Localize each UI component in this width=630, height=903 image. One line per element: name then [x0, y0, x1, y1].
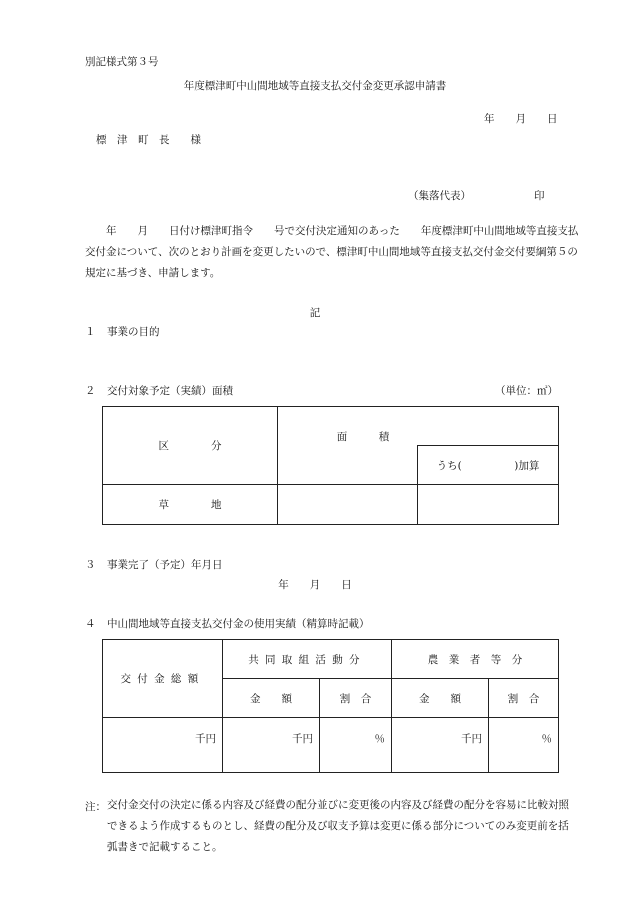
usage-table-joint-amount-value: 千円 [223, 718, 320, 773]
usage-table-joint-amount-header: 金 額 [223, 679, 320, 718]
seal-mark: 印 [534, 190, 545, 202]
ki-heading: 記 [309, 307, 321, 319]
form-number: 別記様式第３号 [85, 56, 159, 68]
section-3-label: 事業完了（予定）年月日 [107, 559, 223, 571]
request-body-text: 年 月 日付け標津町指令 号で交付決定通知のあった 年度標津町中山間地域等直接支払交付金について、次のとおり計画を変更したいので、標津町中山間地域等直接支払交付金交付要綱第５の規定に基づき、申請します。 [85, 225, 579, 279]
section-2-label: 交付対象予定（実績）面積 [107, 385, 233, 397]
section-4-label: 中山間地域等直接支払交付金の使用実績（精算時記載） [107, 618, 370, 630]
usage-table-total-value: 千円 [103, 718, 223, 773]
usage-table-total-header: 交付金総額 [103, 640, 223, 718]
area-table [102, 406, 559, 525]
addressee: 標 津 町 長 様 [96, 134, 201, 146]
area-table-area-header: 面 積 [278, 407, 559, 446]
area-table-area-cell [278, 446, 418, 485]
area-table-division-header: 区 分 [103, 407, 278, 485]
usage-table-farmer-amount-value: 千円 [392, 718, 489, 773]
section-4-number: ４ [85, 618, 96, 630]
usage-table-farmer-ratio-header: 割 合 [489, 679, 559, 718]
usage-table-farmer-header: 農 業 者 等 分 [392, 640, 559, 679]
usage-table-farmer-amount-header: 金 額 [392, 679, 489, 718]
note-text: 交付金交付の決定に係る内容及び経費の配分並びに変更後の内容及び経費の配分を容易に比較対照できるよう作成するものとし、経費の配分及び収支予算は変更に係る部分についてのみ変更前を括弧書きで記載すること。 [107, 799, 569, 853]
section-1-label: 事業の目的 [107, 326, 160, 338]
area-table-row-label: 草 地 [103, 485, 278, 525]
usage-table-joint-ratio-header: 割 合 [320, 679, 392, 718]
section-3-number: ３ [85, 559, 96, 571]
area-table-of-which-value [418, 485, 559, 525]
date-line: 年 月 日 [484, 113, 558, 125]
section-2-number: ２ [85, 385, 96, 397]
representative-label: （集落代表） [408, 190, 471, 202]
section-1-number: １ [85, 326, 96, 338]
completion-date: 年 月 日 [278, 579, 352, 591]
area-table-area-value [278, 485, 418, 525]
area-table-of-which-header: うち( )加算 [418, 446, 559, 485]
usage-table-joint-header: 共同取組活動分 [223, 640, 392, 679]
usage-table [102, 639, 559, 773]
usage-table-joint-ratio-value: ％ [320, 718, 392, 773]
section-2-unit: （単位：㎡） [495, 385, 558, 397]
note-prefix: 注： [85, 801, 106, 813]
document-title: 年度標津町中山間地域等直接支払交付金変更承認申請書 [183, 80, 447, 92]
usage-table-farmer-ratio-value: ％ [489, 718, 559, 773]
